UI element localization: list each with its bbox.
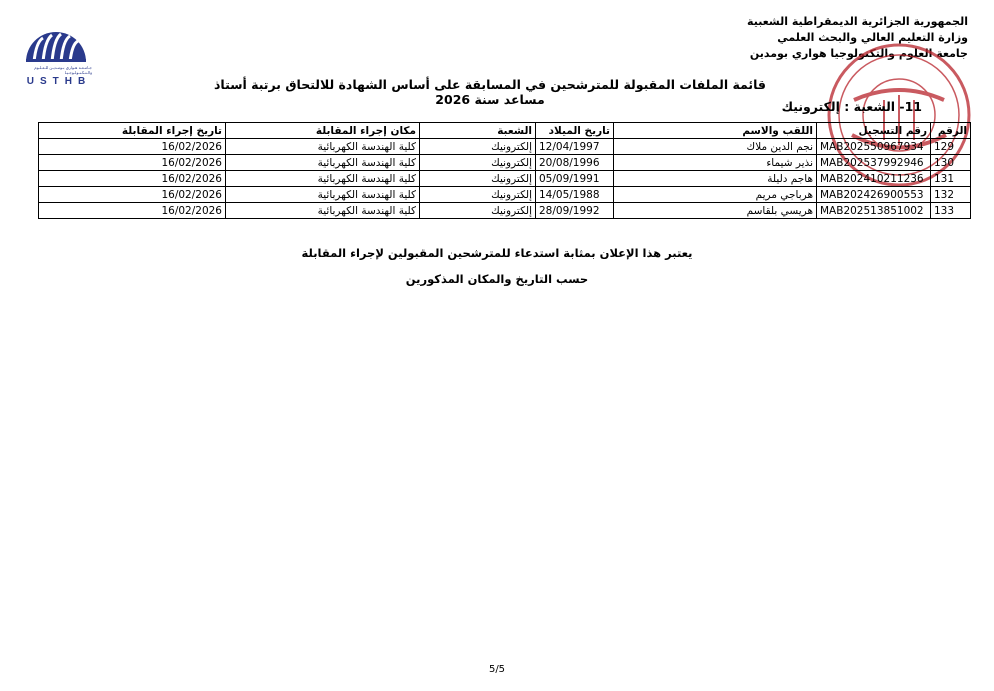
cell-branch: إلكترونيك [420, 139, 536, 155]
cell-birth-date: 05/09/1991 [536, 171, 614, 187]
document-title: قائمة الملفات المقبولة للمترشحين في المسابقة على أساس الشهادة للالتحاق برتبة أستاذ مساعد سنة 2026 [213, 77, 766, 107]
usthb-logo [20, 26, 92, 90]
logo-subtitle: جـامـعـة هـواري بـومـديـن للـعـلـوم والـتـكـنـولـوجـيـا [34, 65, 92, 75]
table-row [39, 139, 971, 155]
cell-interview-date: 16/02/2026 [39, 187, 226, 203]
convocation-note [0, 240, 994, 292]
cell-birth-date: 12/04/1997 [536, 139, 614, 155]
cell-registration: MAB202550967934 [817, 139, 931, 155]
candidates-table [38, 122, 971, 219]
cell-interview-place: كلية الهندسة الكهربائية [226, 139, 420, 155]
usthb-logo-icon [23, 26, 89, 64]
cell-number: 132 [931, 187, 971, 203]
cell-birth-date: 28/09/1992 [536, 203, 614, 219]
cell-interview-date: 16/02/2026 [39, 155, 226, 171]
header-number: الرقم [931, 123, 971, 139]
cell-name: نجم الدين ملاك [614, 139, 817, 155]
cell-registration: MAB202537992946 [817, 155, 931, 171]
cell-number: 130 [931, 155, 971, 171]
cell-name: هاجم دليلة [614, 171, 817, 187]
cell-branch: إلكترونيك [420, 203, 536, 219]
cell-name: نذير شيماء [614, 155, 817, 171]
cell-interview-place: كلية الهندسة الكهربائية [226, 155, 420, 171]
cell-branch: إلكترونيك [420, 171, 536, 187]
header-branch: الشعبة [420, 123, 536, 139]
cell-interview-date: 16/02/2026 [39, 139, 226, 155]
cell-interview-date: 16/02/2026 [39, 203, 226, 219]
header-birth-date: تاريخ الميلاد [536, 123, 614, 139]
cell-birth-date: 14/05/1988 [536, 187, 614, 203]
specialty-heading: 11- الشعبة : إلكترونيك [781, 99, 922, 114]
header-line-university: جامعة العلوم والتكنولوجيا هواري بومدين [749, 47, 968, 60]
cell-birth-date: 20/08/1996 [536, 155, 614, 171]
cell-number: 131 [931, 171, 971, 187]
cell-name: هرباجي مريم [614, 187, 817, 203]
logo-acronym: USTHB [26, 76, 92, 87]
note-line-1: يعتبر هذا الإعلان بمثابة استدعاء للمترشحين المقبولين لإجراء المقابلة [301, 246, 693, 260]
header-line-republic: الجمهورية الجزائرية الديمقراطية الشعبية [747, 15, 968, 28]
table-header-row [39, 123, 971, 139]
cell-branch: إلكترونيك [420, 155, 536, 171]
cell-registration: MAB202426900553 [817, 187, 931, 203]
cell-registration: MAB202410211236 [817, 171, 931, 187]
cell-name: هريسي بلقاسم [614, 203, 817, 219]
header-name: اللقب والاسم [614, 123, 817, 139]
table-row [39, 203, 971, 219]
header-interview-date: تاريخ إجراء المقابلة [39, 123, 226, 139]
table-row [39, 171, 971, 187]
cell-registration: MAB202513851002 [817, 203, 931, 219]
page-number: 5/5 [488, 664, 506, 675]
note-line-2: حسب التاريخ والمكان المذكورين [405, 272, 589, 286]
cell-interview-place: كلية الهندسة الكهربائية [226, 187, 420, 203]
cell-interview-date: 16/02/2026 [39, 171, 226, 187]
cell-number: 133 [931, 203, 971, 219]
cell-branch: إلكترونيك [420, 187, 536, 203]
table-row [39, 155, 971, 171]
institution-header [708, 14, 968, 62]
cell-interview-place: كلية الهندسة الكهربائية [226, 203, 420, 219]
header-interview-place: مكان إجراء المقابلة [226, 123, 420, 139]
cell-number: 129 [931, 139, 971, 155]
cell-interview-place: كلية الهندسة الكهربائية [226, 171, 420, 187]
table-row [39, 187, 971, 203]
header-registration: رقم التسجيل [817, 123, 931, 139]
header-line-ministry: وزارة التعليم العالي والبحث العلمي [777, 31, 968, 44]
